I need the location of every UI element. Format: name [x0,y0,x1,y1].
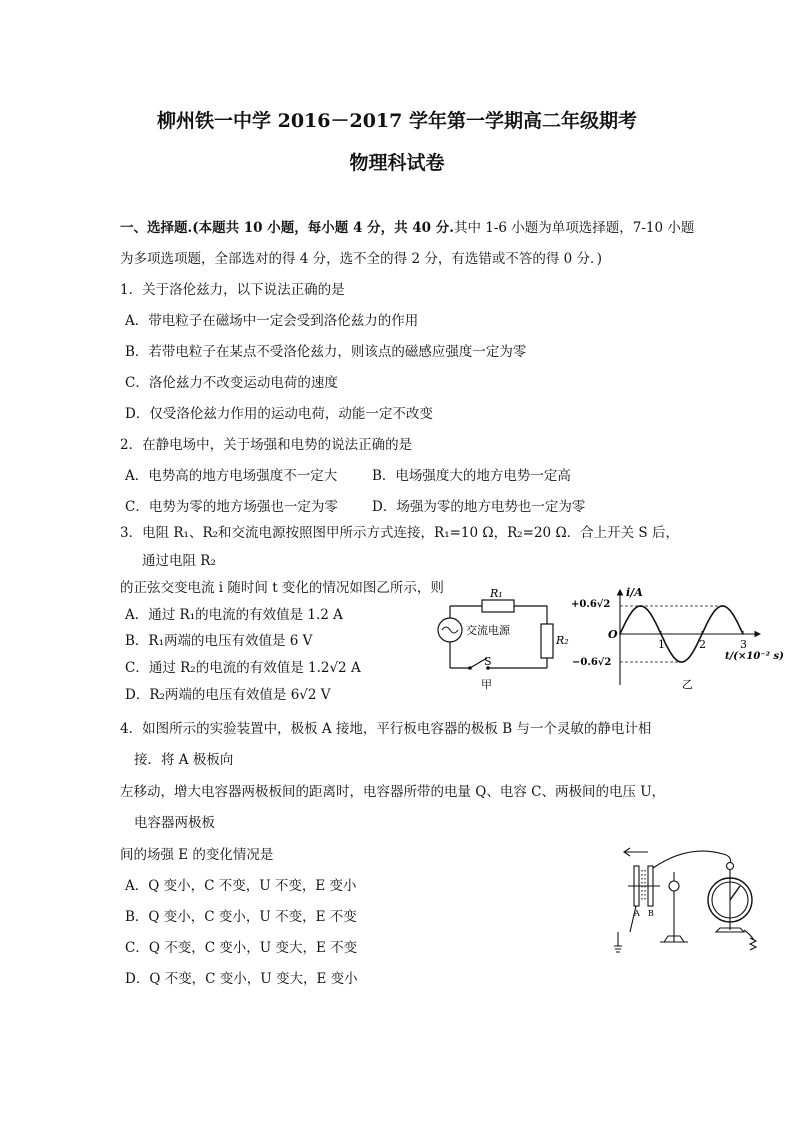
current-time-chart [570,584,794,694]
section-heading-rest: 其中 1-6 小题为单项选择题，7-10 小题 [453,220,695,236]
ground-icon [744,930,756,950]
ground-icon [614,946,622,952]
section-heading [120,219,694,237]
q4-option-a: A．Q 变小，C 不变，U 不变，E 变小 [125,878,357,894]
exam-subtitle: 物理科试卷 [349,152,445,174]
x-tick-label: 2 [699,638,706,651]
series-point [681,661,683,663]
q4-stem-line1: 4．如图所示的实验装置中，极板 A 接地，平行板电容器的极板 B 与一个灵敏的静电计相 [120,721,652,737]
capacitor-apparatus-figure [608,840,768,955]
x-axis-label: t/(×10⁻² s) [725,651,784,662]
q2-option-c: C．电势为零的地方场强也一定为零 [125,499,338,515]
electrometer-knob [727,863,734,870]
q1-option-b: B．若带电粒子在某点不受洛伦兹力，则该点的磁感应强度一定为零 [125,344,527,360]
origin-label: O [608,628,618,641]
q4-stem-line5: 间的场强 E 的变化情况是 [120,847,274,863]
r2-label: R₂ [556,634,569,647]
plate-a-label: A [634,909,640,918]
connecting-wire [653,851,731,868]
y-axis-label: i/A [626,586,643,599]
plate-b-label: B [648,909,654,918]
y-tick-bottom: −0.6√2 [572,657,612,668]
series-point [722,605,724,607]
clamp-icon [669,881,679,891]
q4-option-b: B．Q 变小，C 变小，U 不变，E 不变 [125,909,357,925]
resistor-r2 [541,624,553,658]
q3-stem-line2: 通过电阻 R₂ [142,553,216,569]
q4-option-d: D．Q 不变，C 变小，U 变大，E 变小 [125,971,358,987]
left-arrow-icon [624,848,648,856]
circuit-diagram [432,584,569,694]
q1-option-c: C．洛伦兹力不改变运动电荷的速度 [125,375,338,391]
q3-stem-line1: 3．电阻 R₁、R₂和交流电源按照图甲所示方式连接，R₁=10 Ω，R₂=20 Ω．合上开关 S 后， [120,525,679,541]
q2-option-d: D．场强为零的地方电势也一定为零 [372,499,586,515]
q3-option-d: D．R₂两端的电压有效值是 6√2 V [125,687,331,703]
switch-label: S [484,655,492,668]
series-point [640,605,642,607]
x-tick-label: 3 [740,638,747,651]
q3-stem-line3: 的正弦交变电流 i 随时间 t 变化的情况如图乙所示，则 [120,580,444,596]
exam-title: 柳州铁一中学 2016－2017 学年第一学期高二年级期考 [157,110,637,132]
series-point [619,633,621,635]
q1-option-d: D．仅受洛伦兹力作用的运动电荷，动能一定不改变 [125,406,433,422]
q4-stem-line2: 接．将 A 极板向 [134,752,234,768]
r1-label: R₁ [490,587,503,600]
section-heading-bold: 一、选择题.(本题共 10 小题，每小题 4 分，共 40 分. [120,220,454,236]
q2-option-a: A．电势高的地方电场强度不一定大 [125,468,338,484]
q2-option-b: B．电场强度大的地方电势一定高 [372,468,571,484]
resistor-r1 [482,600,514,612]
source-label: 交流电源 [466,624,510,637]
q4-stem-line3: 左移动，增大电容器两极板间的距离时，电容器所带的电量 Q、电容 C、两极间的电压 U， [120,784,666,800]
fig-jia-caption: 甲 [481,678,492,691]
q4-option-c: C．Q 不变，C 变小，U 变大，E 不变 [125,940,358,956]
fig-yi-caption: 乙 [682,678,693,691]
y-tick-top: +0.6√2 [571,599,611,610]
q3-option-a: A．通过 R₁的电流的有效值是 1.2 A [125,607,343,623]
q3-option-b: B．R₁两端的电压有效值是 6 V [125,633,313,649]
section-heading-line2: 为多项选项题，全部选对的得 4 分，选不全的得 2 分，有选错或不答的得 0 分．) [120,251,603,267]
q4-stem-line4: 电容器两极板 [134,815,215,831]
q1-stem: 1．关于洛伦兹力，以下说法正确的是 [120,282,345,298]
circuit-wires [450,606,547,668]
q3-option-c: C．通过 R₂的电流的有效值是 1.2√2 A [125,660,361,676]
q2-stem: 2．在静电场中，关于场强和电势的说法正确的是 [120,437,413,453]
q1-option-a: A．带电粒子在磁场中一定会受到洛伦兹力的作用 [125,313,419,329]
electrometer-base [716,922,744,932]
x-tick-label: 1 [658,638,665,651]
